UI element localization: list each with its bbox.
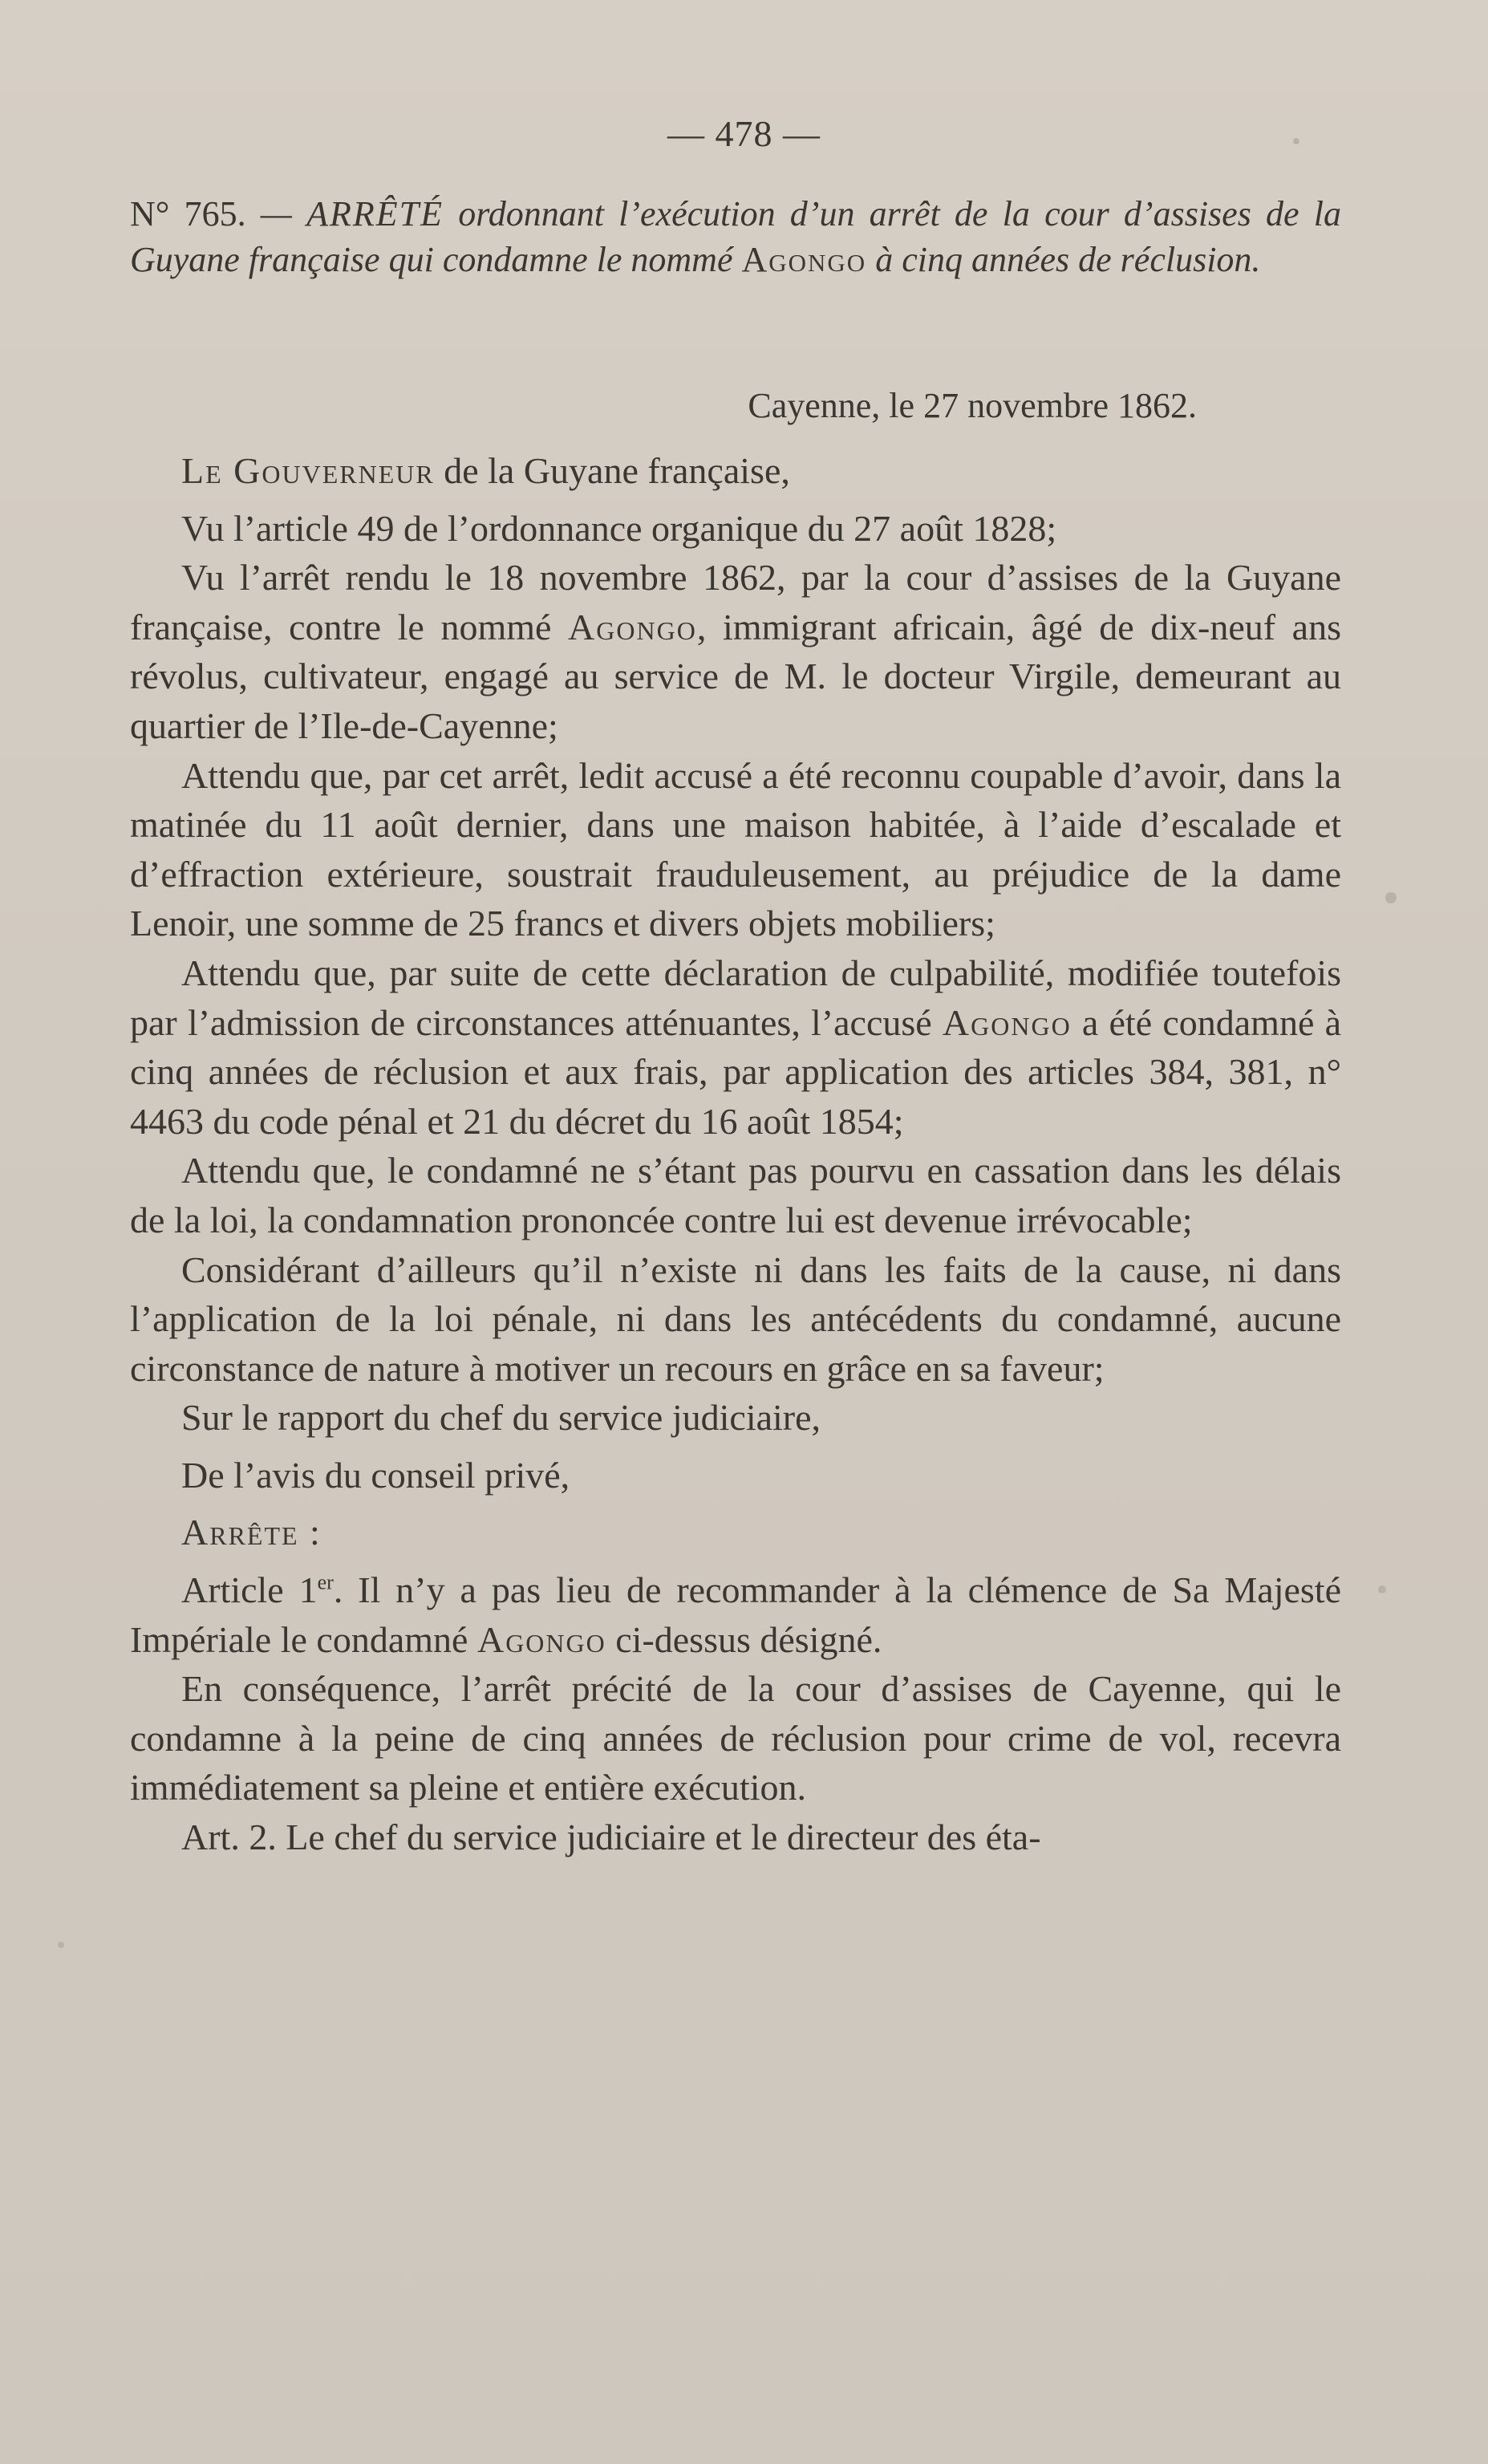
title-text: ordonnant l’exécution d’un arrêt de la cour d’assises de la Guyane française qui condamne le nommé	[130, 194, 1342, 279]
article-1-name: Agongo	[476, 1618, 606, 1660]
paragraph-attendu-3: Attendu que, le condamné ne s’étant pas pourvu en cassation dans les délais de la loi, la condamnation prononcée contre lui est devenue irrévocable;	[130, 1150, 1341, 1240]
article-1-text-a: . Il n’y a pas lieu de recommander à la clémence de Sa Majesté Impériale le condamné	[130, 1569, 1342, 1660]
paragraph-article-2: Art. 2. Le chef du service judiciaire et le directeur des éta-	[181, 1817, 1041, 1858]
article-1-label: Article 1	[181, 1569, 318, 1611]
vu-arret-text-a: Vu l’arrêt rendu le 18 novembre 1862, par la cour d’assises de la Guyane française, contre le nommé	[130, 557, 1341, 647]
paragraph-attendu-1: Attendu que, par cet arrêt, ledit accusé a été reconnu coupable d’avoir, dans la matinée du 11 août dernier, dans une maison habitée, à l’aide d’escalade et d’effraction extérieure, soustrait frauduleusement, au préjudice de la dame Lenoir, une somme de 25 francs et divers objets mobiliers;	[130, 754, 1341, 944]
paper-speck	[1293, 138, 1299, 144]
attendu-2-text-b: a été condamné à cinq années de réclusion et aux frais, par application des articles 384, 381, n° 4463 du code pénal et 21 du décret du 16 août 1854;	[130, 1001, 1341, 1142]
paragraph-rapport: Sur le rapport du chef du service judiciaire,	[181, 1397, 821, 1439]
governor-text: de la Guyane française,	[434, 450, 790, 491]
paper-speck	[1378, 1585, 1386, 1593]
page-number: — 478 —	[667, 113, 821, 154]
vu-arret-text-b: , immigrant africain, âgé de dix-neuf ans révolus, cultivateur, engagé au service de M. le docteur Virgile, demeurant au quartier de l’Ile-de-Cayenne;	[130, 606, 1341, 746]
paragraph-governor	[130, 446, 1341, 496]
attendu-2-name: Agongo	[942, 1001, 1072, 1043]
title-name: Agongo	[741, 240, 867, 279]
title-end: à cinq années de réclusion.	[866, 240, 1261, 279]
paper-speck	[1385, 892, 1397, 903]
document-title	[130, 191, 1341, 282]
dateline: Cayenne, le 27 novembre 1862.	[748, 386, 1197, 425]
attendu-2-text-a: Attendu que, par suite de cette déclaration de culpabilité, modifiée toutefois par l’admission de circonstances atténuantes, l’accusé	[130, 952, 1341, 1043]
paragraph-attendu-2	[130, 948, 1341, 1146]
vu-arret-name: Agongo	[568, 606, 697, 647]
governor-label: Le Gouverneur	[181, 450, 435, 491]
body-text	[130, 446, 1341, 1862]
title-dash: —	[245, 194, 307, 233]
paper-speck	[58, 1942, 64, 1948]
document-number: N° 765.	[130, 194, 246, 233]
title-keyword: ARRÊTÉ	[306, 194, 444, 233]
paragraph-considerant: Considérant d’ailleurs qu’il n’existe ni dans les faits de la cause, ni dans l’application de la loi pénale, ni dans les antécédents du condamné, aucune circonstance de nature à motiver un recours en grâce en sa faveur;	[130, 1248, 1341, 1389]
paragraph-consequence: En conséquence, l’arrêt précité de la cour d’assises de Cayenne, qui le condamne à la peine de cinq années de réclusion pour crime de vol, recevra immédiatement sa pleine et entière exécution.	[130, 1668, 1341, 1808]
paragraph-arrete: Arrête :	[181, 1512, 322, 1553]
paragraph-vu-article: Vu l’article 49 de l’ordonnance organique du 27 août 1828;	[181, 507, 1057, 549]
article-1-text-b: ci-dessus désigné.	[606, 1618, 882, 1660]
paragraph-avis: De l’avis du conseil privé,	[181, 1454, 570, 1496]
paragraph-vu-arret	[130, 553, 1341, 750]
paragraph-article-1	[130, 1565, 1341, 1664]
article-1-sup: er	[317, 1570, 334, 1594]
